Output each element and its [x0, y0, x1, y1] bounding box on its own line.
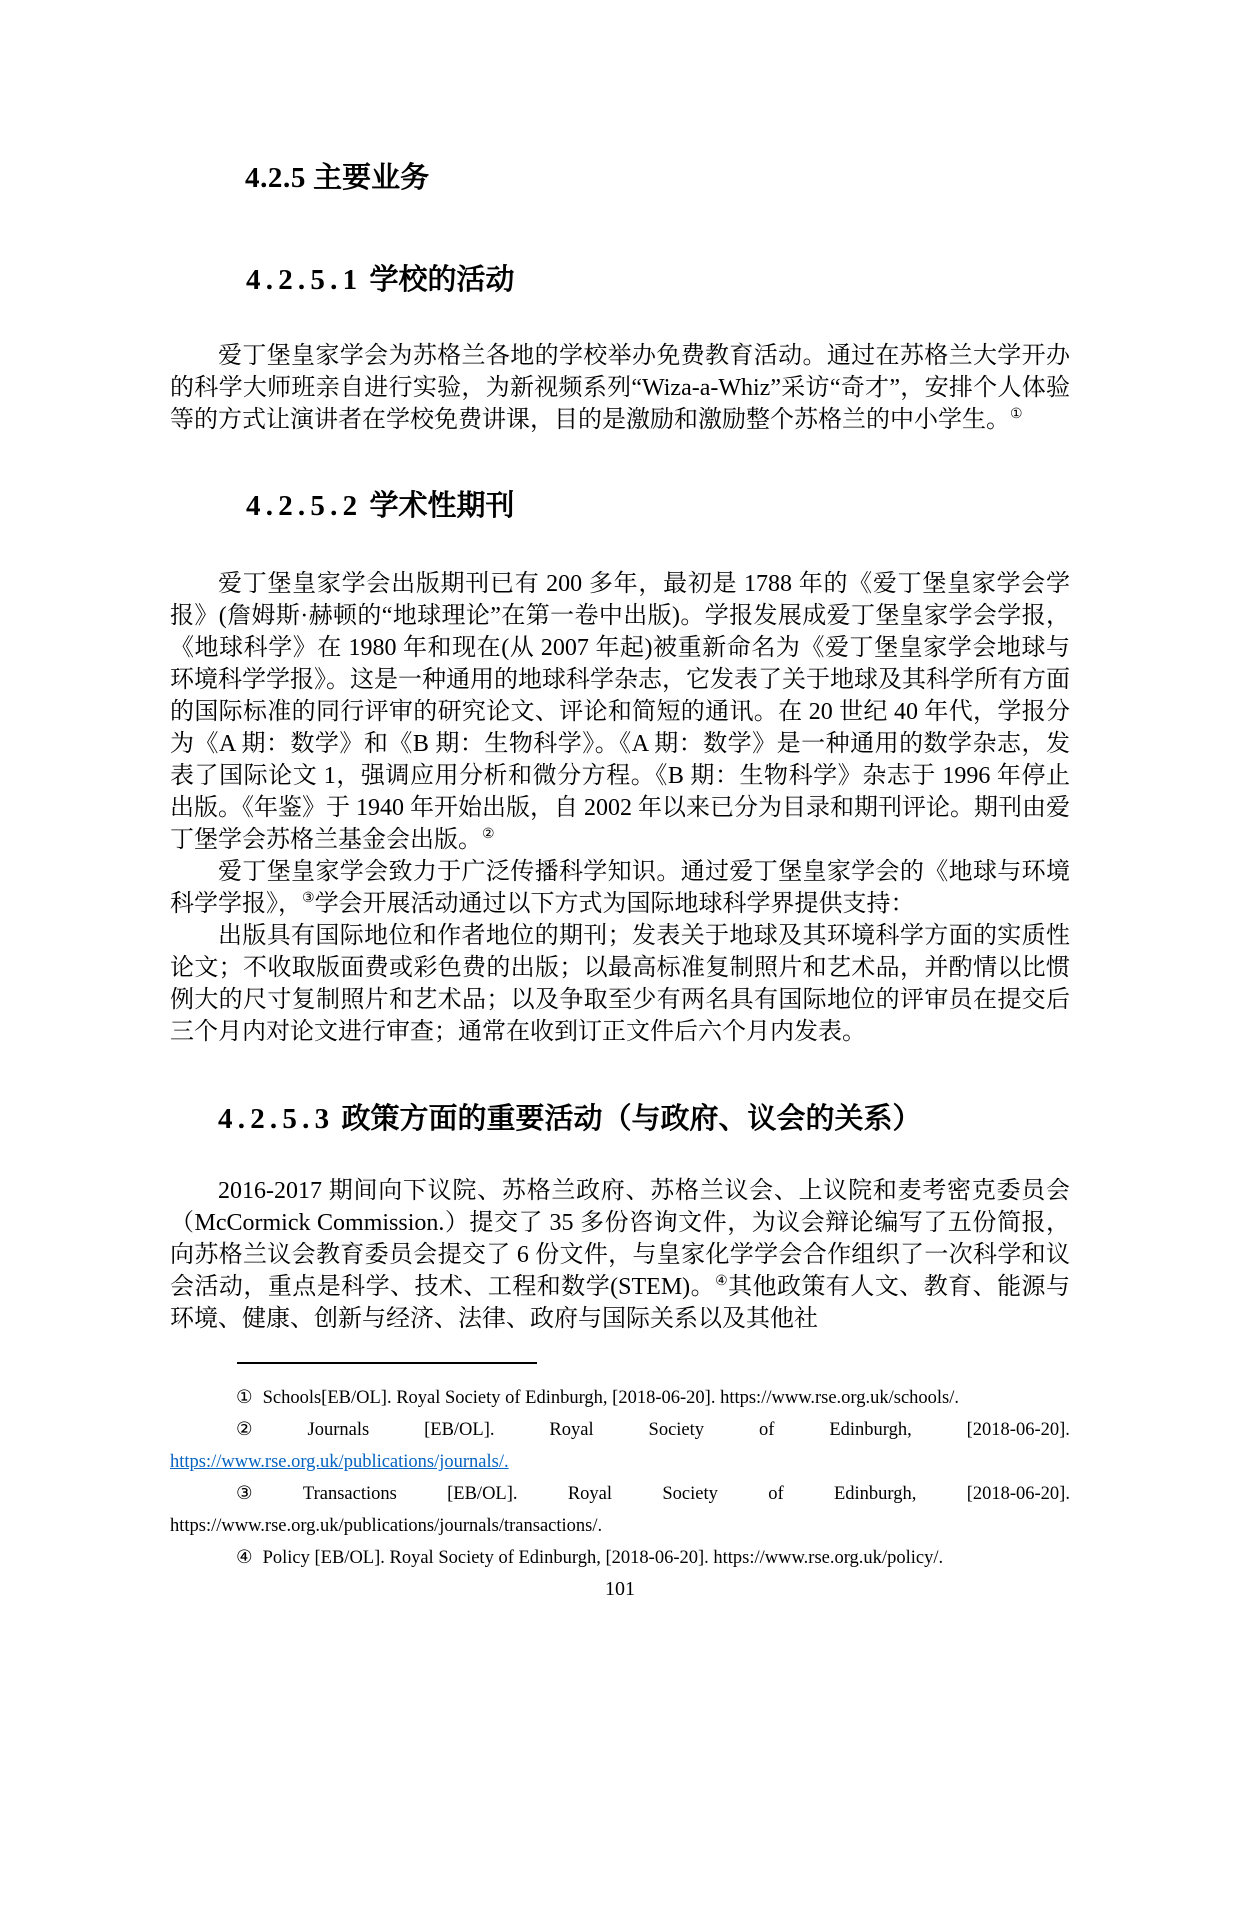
- paragraph-school-activities: [170, 340, 1070, 436]
- footnote-ref-2: ②: [482, 827, 495, 842]
- heading-number: 4.2.5.2: [246, 490, 363, 522]
- footnote-marker: ①: [236, 1388, 253, 1408]
- footnote-word: Edinburgh,: [829, 1420, 912, 1440]
- page-number: 101: [605, 1578, 635, 1600]
- heading-number: 4.2.5.3: [218, 1103, 335, 1135]
- footnote-word: [EB/OL].: [447, 1484, 518, 1504]
- paragraph-science-dissemination: [170, 856, 1070, 920]
- footnote-word: Transactions: [302, 1484, 397, 1504]
- heading-title: 主要业务: [313, 162, 430, 194]
- heading-number: 4.2.5: [245, 162, 306, 194]
- footnote-ref-3: ③: [302, 891, 315, 906]
- footnote-4: [170, 1542, 1070, 1574]
- heading-number: 4.2.5.1: [246, 264, 363, 296]
- footnote-word: Society: [648, 1420, 705, 1440]
- footnote-marker: ④: [236, 1548, 253, 1568]
- footnote-word: [EB/OL].: [424, 1420, 495, 1440]
- journals-hyperlink[interactable]: https://www.rse.org.uk/publications/journals/.: [170, 1452, 509, 1472]
- footnote-marker: ②: [236, 1420, 253, 1440]
- heading-title: 学术性期刊: [369, 490, 515, 522]
- heading-title: 学校的活动: [369, 264, 515, 296]
- paragraph-text: 其他政策有人文、教育、能源与环境、健康、创新与经济、法律、政府与国际关系以及其他社: [170, 1274, 1070, 1332]
- footnote-word: Royal: [567, 1484, 613, 1504]
- heading-4-2-5: [170, 160, 1070, 196]
- footnote-3: [170, 1478, 1070, 1510]
- footnotes-section: [170, 1382, 1070, 1574]
- footnote-separator: [237, 1362, 537, 1364]
- footnote-1: [170, 1382, 1070, 1414]
- footnote-3-url-line: [170, 1510, 1070, 1542]
- footnote-word: Edinburgh,: [833, 1484, 917, 1504]
- footnote-word: of: [758, 1420, 775, 1440]
- footnote-text: Schools[EB/OL]. Royal Society of Edinburgh, [2018-06-20]. https://www.rse.org.uk/schools/.: [262, 1388, 960, 1408]
- paragraph-text: 爱丁堡皇家学会致力于广泛传播科学知识。通过爱丁堡皇家学会的《地球与环境科学学报》，: [170, 859, 1070, 917]
- footnote-word: [2018-06-20].: [966, 1484, 1070, 1504]
- footnote-word: Society: [662, 1484, 718, 1504]
- footnote-word: of: [768, 1484, 784, 1504]
- footnote-word: Royal: [549, 1420, 594, 1440]
- paragraph-text: 2016-2017 期间向下议院、苏格兰政府、苏格兰议会、上议院和麦考密克委员会（McCormick Commission.）提交了 35 多份咨询文件，为议会辩论编写了五份简报，向苏格兰议会教育委员会提交了 6 份文件，与皇家化学学会合作组织了一次科学和议会活动，重点是科学、技术、工程和数学(STEM)。: [170, 1178, 1070, 1300]
- document-page: [170, 160, 1070, 1602]
- heading-4-2-5-3: [170, 1101, 1070, 1137]
- paragraph-text: 出版具有国际地位和作者地位的期刊；发表关于地球及其环境科学方面的实质性论文；不收取版面费或彩色费的出版；以最高标准复制照片和艺术品，并酌情以比惯例大的尺寸复制照片和艺术品；以及争取至少有两名具有国际地位的评审员在提交后三个月内对论文进行审查；通常在收到订正文件后六个月内发表。: [170, 923, 1070, 1045]
- footnote-ref-4: ④: [715, 1274, 729, 1289]
- paragraph-text: 学会开展活动通过以下方式为国际地球科学界提供支持：: [314, 891, 915, 917]
- paragraph-text: 爱丁堡皇家学会出版期刊已有 200 多年，最初是 1788 年的《爱丁堡皇家学会学报》(詹姆斯·赫顿的“地球理论”在第一卷中出版)。学报发展成爱丁堡皇家学会学报，《地球科学》在 1980 年和现在(从 2007 年起)被重新命名为《爱丁堡皇家学会地球与环境科学学报》。这是一种通用的地球科学杂志，它发表了关于地球及其科学所有方面的国际标准的同行评审的研究论文、评论和简短的通讯。在 20 世纪 40 年代，学报分为《A 期：数学》和《B 期：生物科学》。《A 期：数学》是一种通用的数学杂志，发表了国际论文 1，强调应用分析和微分方程。《B 期：生物科学》杂志于 1996 年停止出版。《年鉴》于 1940 年开始出版，自 2002 年以来已分为目录和期刊评论。期刊由爱丁堡学会苏格兰基金会出版。: [170, 571, 1070, 853]
- paragraph-journals-history: [170, 568, 1070, 856]
- footnote-2-link-line: [170, 1446, 1070, 1478]
- footnote-marker: ③: [236, 1484, 253, 1504]
- footnote-2: [170, 1414, 1070, 1446]
- transactions-url: https://www.rse.org.uk/publications/journals/transactions/.: [170, 1516, 603, 1536]
- footnote-word: Journals: [307, 1420, 370, 1440]
- paragraph-text: 爱丁堡皇家学会为苏格兰各地的学校举办免费教育活动。通过在苏格兰大学开办的科学大师班亲自进行实验，为新视频系列“Wiza-a-Whiz”采访“奇才”，安排个人体验等的方式让演讲者在学校免费讲课，目的是激励和激励整个苏格兰的中小学生。: [170, 343, 1070, 433]
- footnote-word: [2018-06-20].: [966, 1420, 1070, 1440]
- heading-title: 政策方面的重要活动（与政府、议会的关系）: [341, 1103, 922, 1135]
- heading-4-2-5-1: [170, 262, 1070, 298]
- paragraph-policy-activities: [170, 1175, 1070, 1335]
- paragraph-support-methods: [170, 920, 1070, 1048]
- footnote-ref-1: ①: [1010, 407, 1023, 422]
- footnote-text: Policy [EB/OL]. Royal Society of Edinburgh, [2018-06-20]. https://www.rse.org.uk/policy/.: [262, 1548, 944, 1568]
- heading-4-2-5-2: [170, 488, 1070, 524]
